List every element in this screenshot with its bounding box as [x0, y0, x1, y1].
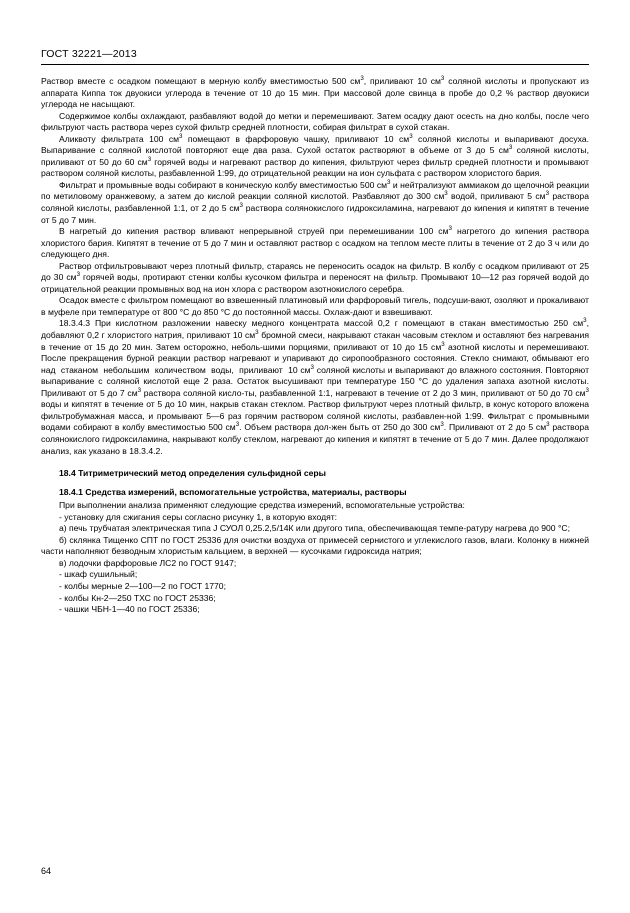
paragraph: Раствор отфильтровывают через плотный фильтр, стараясь не переносить осадок на фильтр. В колбу с осадком приливают от 25 до 30 $см^3$ горячей воды, протирают стенки колбы кусочком фильтра и переносят на фильтр. Промывают 10—12 раз горячей водой до отрицательной реакции промывных вод на ион хлора с раствором азотнокислого серебра.	[41, 260, 589, 294]
paragraph: в) лодочки фарфоровые ЛС2 по ГОСТ 9147;	[59, 557, 237, 568]
section-heading: 18.4 Титриметрический метод определения сульфидной серы	[59, 468, 327, 479]
paragraph: Аликвоту фильтрата 100 $см^3$ помещают в фарфоровую чашку, приливают 10 $см^3$ соляной кислоты и выпаривают досуха. Выпаривание с соляной кислотой повторяют еще два раза. Сухой остаток растворяют в объеме от 3 до 5 $см^3$ соляной кислоты, приливают от 50 до 60 $см^3$ горячей воды и нагревают раствор до кипения, фильтруют через фильтр средней плотности и промывают раствором соляной кислоты, разбавленной 1:99, до отрицательной реакции на ион сульфата с раствором хлористого бария.	[41, 132, 589, 179]
paragraph: - установку для сжигания серы согласно рисунку 1, в которую входят:	[59, 511, 338, 522]
paragraph: Содержимое колбы охлаждают, разбавляют водой до метки и перемешивают. Затем осадку дают осесть на дно колбы, после чего фильтруют часть раствора через сухой фильтр средней плотности, собирая фильтрат в сухой стакан.	[41, 110, 589, 133]
paragraph: 18.3.4.3 При кислотном разложении навеску медного концентрата массой 0,2 г помещают в стакан вместимостью 250 $см^3$, добавляют 0,2 г хлористого натрия, приливают 10 $см^3$ бромной смеси, накрывают стакан часовым стеклом и оставляют без нагревания в течение от 15 до 20 мин. Затем осторожно, неболь-шими порциями, приливают от 10 до 15 $см^3$ азотной кислоты и перемешивают. После прекращения бурной реакции раствор нагревают и упаривают до сиропообразного состояния. Стекло снимают, обмывают его над стаканом небольшим количеством воды, приливают 10 $см^3$ соляной кислоты и выпаривают до влажного состояния. Повторяют выпаривание с соляной кислотой еще 2 раза. Остаток высушивают при температуре 150 °С до удаления запаха азотной кислоты. Приливают от 5 до 7 $см^3$ раствора соляной кисло-ты, разбавленной 1:1, нагревают в течение от 2 до 3 мин, приливают от 50 до 70 $см^3$ воды и кипятят в течение от 5 до 10 мин, накрыв стакан стеклом. Раствор фильтруют через плотный фильтр, в конус которого вложена фильтробумажная масса, и промывают 5—6 раз горячим раствором соляной кислоты, разбавлен-ной 1:99. Фильтрат с промывными водами собирают в колбу вместимостью 500 $см^3$. Объем раствора дол-жен быть от 250 до 300 $см^3$. Приливают от 2 до 5 $см^3$ раствора солянокислого гидроксиламина, накрывают колбу стеклом, нагревают до кипения и кипятят в течение от 5 до 7 мин. Далее продолжают анализ, как указано в 18.3.4.2.	[41, 317, 590, 456]
page-body	[41, 76, 589, 616]
paragraph: а) печь трубчатая электрическая типа J СУОЛ 0,25.2,5/14К или другого типа, обеспечивающая темпе-ратуру нагрева до 900 °С;	[59, 523, 570, 534]
subsection-heading: 18.4.1 Средства измерений, вспомогательные устройства, материалы, растворы	[59, 486, 407, 497]
paragraph: - шкаф сушильный;	[59, 569, 138, 580]
paragraph: б) склянка Тищенко СПТ по ГОСТ 25336 для очистки воздуха от примесей сернистого и углекислого газов, влаги. Колонку в нижней части наполняют безводным хлористым кальцием, в верхней — кусочками гидроксида натрия;	[41, 534, 589, 557]
paragraph: Осадок вместе с фильтром помещают во взвешенный платиновый или фарфоровый тигель, подсуши-вают, озоляют и прокаливают в муфеле при температуре от 800 °С до 850 °С до постоянной массы. Охлаж-дают и взвешивают.	[41, 295, 589, 317]
paragraph: При выполнении анализа применяют следующие средства измерений, вспомогательные устройства:	[59, 500, 465, 511]
tail-paragraphs	[41, 500, 589, 615]
paragraph: - колбы Кн-2—250 ТХС по ГОСТ 25336;	[59, 592, 216, 603]
paragraph: - колбы мерные 2—100—2 по ГОСТ 1770;	[59, 580, 226, 591]
body-paragraphs	[41, 76, 589, 457]
paragraph: В нагретый до кипения раствор вливают непрерывной струей при перемешивании 100 $см^3$ нагретого до кипения раствора хлористого бария. Кипятят в течение от 5 до 7 мин и оставляют раствор с осадком на теплом месте плиты в течение от 2 до 3 ч или до следующего дня.	[41, 225, 589, 260]
paragraph: - чашки ЧБН-1—40 по ГОСТ 25336;	[59, 604, 200, 615]
page-number: 64	[41, 866, 52, 876]
page-header: ГОСТ 32221—2013	[41, 48, 137, 60]
paragraph: Раствор вместе с осадком помещают в мерную колбу вместимостью 500 $см^3$, приливают 10 $см^3$ соляной кислоты и пропускают из аппарата Киппа ток двуокиси углерода в течение от 10 до 15 мин. При массовой доле свинца в пробе до 0,2 % раствор двуокиси углерода не насыщают.	[41, 75, 589, 110]
header-rule	[41, 64, 589, 65]
paragraph: Фильтрат и промывные воды собирают в коническую колбу вместимостью 500 $см^3$ и нейтрализуют аммиаком до щелочной реакции по метиловому оранжевому, а затем до кислой реакции соляной кислотой. Разбавляют до 300 $см^3$ водой, приливают 5 $см^3$ раствора соляной кислоты, разбавленной 1:1, от 2 до 5 $см^3$ раствора солянокислого гидроксиламина, нагревают до кипения и кипятят в течение от 5 до 7 мин.	[41, 179, 589, 225]
